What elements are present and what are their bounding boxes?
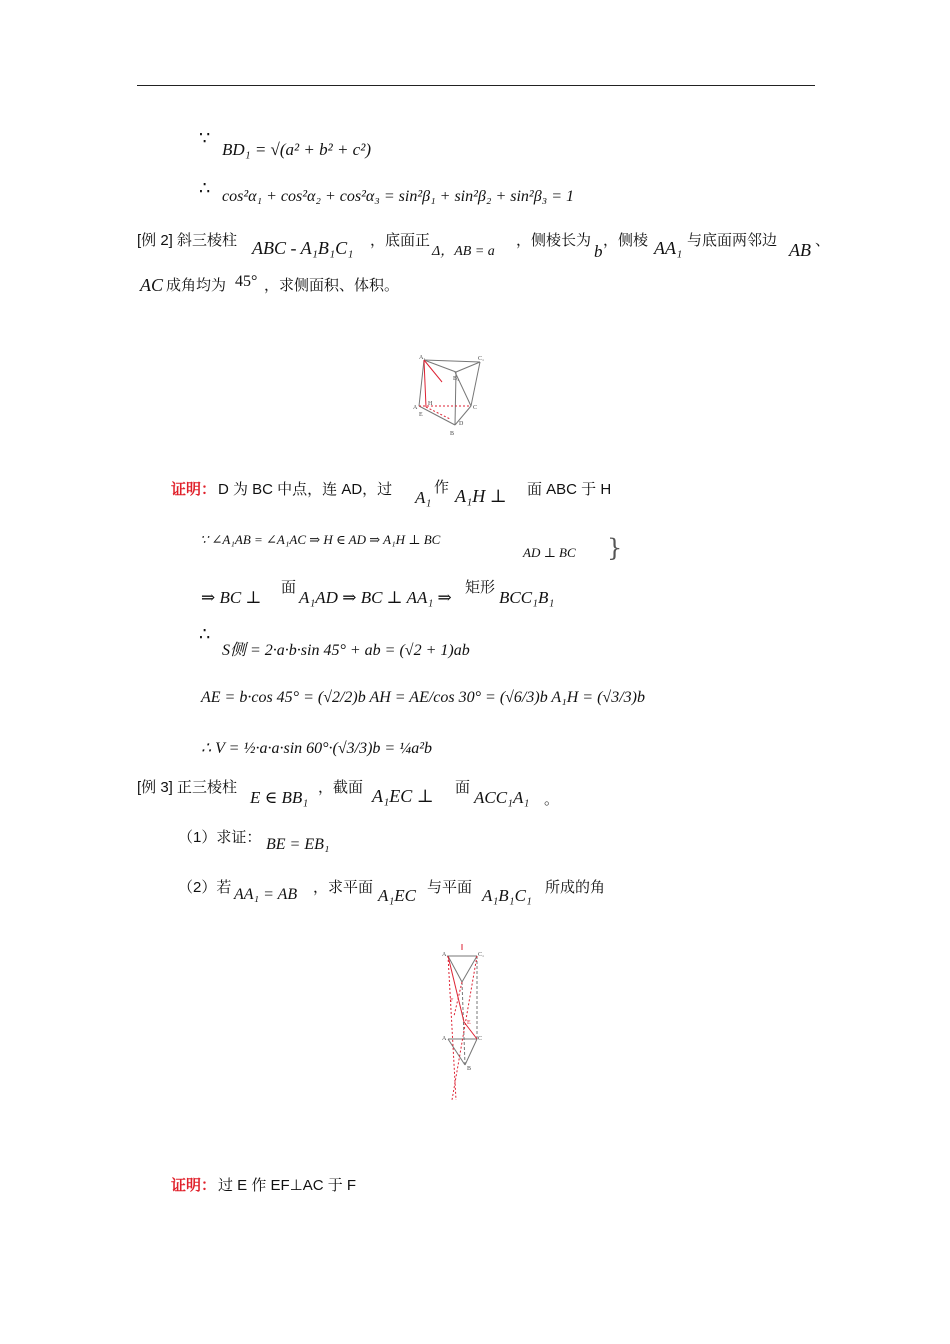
- brace: }: [607, 534, 623, 562]
- example2-text2: ，侧棱长为: [516, 232, 592, 249]
- example2-text1: ，底面正: [370, 232, 431, 249]
- example3-q1-label: （1）求证：: [178, 829, 262, 846]
- example3-mian: 面: [455, 779, 471, 796]
- fig1-label-e: E: [419, 412, 423, 418]
- proof1-ae-line: AE = b·cos 45° = (√2/2)b AH = AE/cos 30° = (√6/3)b A₁H = (√3/3)b: [201, 689, 645, 706]
- therefore-symbol: ∴: [199, 178, 211, 199]
- fig2-label-f: F: [450, 998, 454, 1004]
- prism-figure-2: [430, 940, 490, 1105]
- fig2-label-c1: C₁: [478, 952, 485, 958]
- proof1-v-line: ∴ V = ½·a·a·sin 60°·(√3/3)b = ¼a²b: [201, 740, 433, 757]
- fig2-label-c: C: [478, 1036, 483, 1042]
- example3-q2-a1b1c1: A₁B₁C₁: [482, 886, 532, 905]
- example3-q2-label: （2）若: [178, 879, 232, 896]
- proof1-text-b: 面 ABC 于 H: [527, 481, 612, 498]
- proof2-label: 证明：: [171, 1177, 217, 1194]
- fig2-label-a: A: [442, 1036, 447, 1042]
- fig1-label-a1: A₁: [419, 355, 426, 361]
- example3-acc1a1: ACC₁A₁: [474, 788, 530, 807]
- example3-q2-text2: 与平面: [427, 879, 473, 896]
- example2-text4: 与底面两邻边: [687, 232, 778, 249]
- example2-ac: AC: [140, 275, 164, 295]
- example2-deg: 45°: [235, 273, 258, 290]
- proof1-a1: A₁: [415, 488, 432, 507]
- proof1-line2-c: BCC₁B₁: [499, 588, 555, 607]
- example2-label: [例 2] 斜三棱柱: [137, 232, 238, 249]
- example2-cond1: Δ，AB = a: [432, 244, 495, 259]
- fig2-label-e: E: [467, 1020, 471, 1026]
- prism-figure-1: [410, 350, 490, 440]
- example2-text3: ，侧棱: [603, 232, 649, 249]
- proof1-zuo: 作: [434, 479, 450, 496]
- example3-end: 。: [544, 791, 560, 808]
- example2-prism: ABC - A₁B₁C₁: [252, 238, 354, 258]
- fig1-label-a: A: [413, 405, 418, 411]
- proof1-line2-rect: 矩形: [465, 579, 496, 596]
- fig1-label-c: C: [473, 405, 478, 411]
- fig1-label-c1: C₁: [478, 356, 485, 362]
- example3-label: [例 3] 正三棱柱: [137, 779, 238, 796]
- example2-b: b: [594, 242, 603, 261]
- example3-e-in: E ∈ BB₁: [250, 788, 309, 807]
- proof1-line2-b: A₁AD ⇒ BC ⊥ AA₁ ⇒: [299, 588, 452, 607]
- proof1-label: 证明：: [171, 481, 217, 498]
- example3-text1: ，截面: [318, 779, 364, 796]
- header-rule: [137, 85, 815, 86]
- example3-q2-a1ec: A₁EC: [378, 886, 417, 905]
- example2-text5: 、: [815, 232, 831, 249]
- example3-q2-formula: AA₁ = AB: [234, 886, 298, 903]
- fig2-label-a1: A₁: [442, 952, 449, 958]
- example2-ab: AB: [789, 240, 811, 260]
- fig1-label-h: H: [428, 401, 433, 407]
- example2-text6: 成角均为: [166, 277, 227, 294]
- example3-q1-formula: BE = EB₁: [266, 836, 330, 853]
- proof1-s-side: S侧 = 2·a·b·sin 45° + ab = (√2 + 1)ab: [222, 642, 470, 659]
- because-symbol: ∵: [199, 128, 211, 149]
- example2-text7: ，求侧面积、体积。: [264, 277, 400, 294]
- proof1-therefore: ∴: [199, 624, 211, 645]
- proof2-text: 过 E 作 EF⊥AC 于 F: [218, 1177, 357, 1194]
- bd-formula: BD₁ = √(a² + b² + c²): [222, 140, 371, 159]
- proof1-line1: ∵ ∠A₁AB = ∠A₁AC ⇒ H ∈ AD ⇒ A₁H ⊥ BC: [200, 532, 441, 547]
- fig1-label-b: B: [450, 431, 455, 437]
- example3-q2-text1: ，求平面: [313, 879, 374, 896]
- proof1-line2-mian: 面: [281, 579, 297, 596]
- fig1-label-d: D: [459, 421, 464, 427]
- fig1-label-b1: B₁: [453, 376, 460, 382]
- proof1-line2-a: ⇒ BC ⊥: [201, 588, 262, 607]
- cos-sin-formula: cos²α₁ + cos²α₂ + cos²α₃ = sin²β₁ + sin²β₂ + sin²β₃ = 1: [222, 188, 575, 205]
- proof1-text-a: D 为 BC 中点，连 AD，过: [218, 481, 393, 498]
- proof1-a1h: A₁H ⊥: [455, 486, 507, 506]
- proof1-line1b: AD ⊥ BC: [523, 545, 576, 560]
- example3-a1ec: A₁EC ⊥: [372, 786, 434, 806]
- example3-q2-text3: 所成的角: [545, 879, 606, 896]
- example2-aa1: AA₁: [654, 238, 683, 258]
- fig2-label-b: B: [467, 1066, 472, 1072]
